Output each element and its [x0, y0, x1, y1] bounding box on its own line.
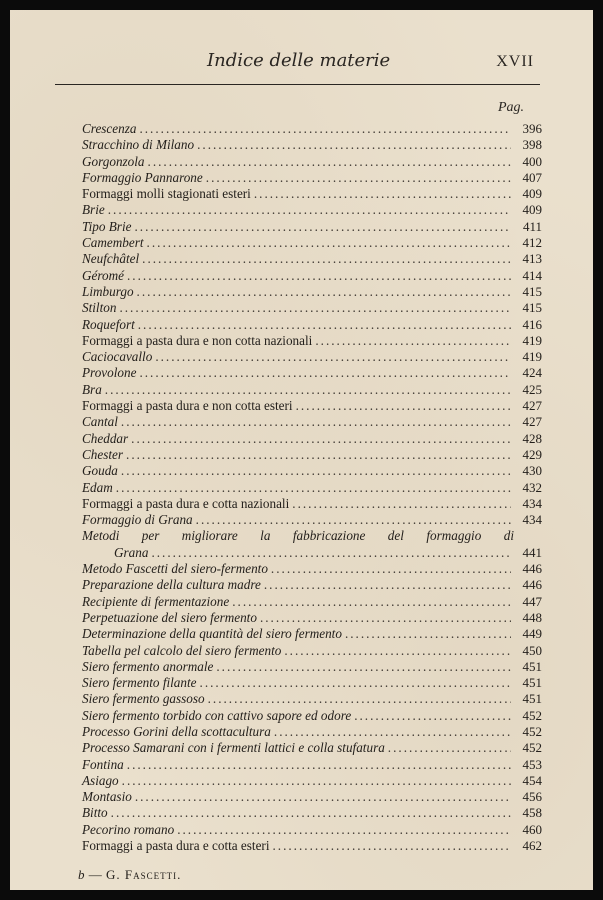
- toc-entry-page: 419: [522, 332, 542, 348]
- dot-leader: [116, 480, 511, 496]
- toc-entry-page: 452: [522, 707, 542, 723]
- toc-entry-title: Camembert: [82, 235, 144, 251]
- dot-leader: [272, 838, 511, 854]
- header-page-number: XVII: [496, 53, 534, 70]
- dot-leader: [122, 773, 511, 789]
- dot-leader: [135, 789, 511, 805]
- toc-word: la: [260, 528, 271, 544]
- toc-entry: [82, 154, 542, 170]
- toc-entry: [82, 610, 542, 626]
- toc-word: di: [503, 528, 514, 544]
- toc-entry-page: 396: [522, 121, 542, 136]
- running-header: [55, 48, 540, 85]
- dot-leader: [111, 805, 511, 821]
- toc-entry-title: Gouda: [82, 463, 118, 479]
- toc-entry: [82, 691, 542, 707]
- dot-leader: [260, 610, 511, 626]
- toc-entry-page: 415: [522, 300, 542, 316]
- toc-entry: [82, 822, 542, 838]
- toc-entry: [82, 773, 542, 789]
- toc-entry-title: Limburgo: [82, 283, 134, 299]
- toc-word: formaggio: [426, 528, 482, 544]
- dot-leader: [216, 659, 511, 675]
- dot-leader: [315, 333, 511, 349]
- dot-leader: [148, 154, 511, 170]
- dot-leader: [138, 317, 511, 333]
- toc-entry: [82, 251, 542, 267]
- toc-entry: [82, 757, 542, 773]
- dot-leader: [354, 708, 511, 724]
- toc-entry-page: 451: [522, 658, 542, 674]
- toc-word: per: [141, 528, 160, 544]
- toc-entry: [82, 170, 542, 186]
- toc-entry-page: 454: [522, 772, 542, 788]
- toc-entry-title: Formaggi a pasta dura e non cotta esteri: [82, 398, 293, 414]
- toc-entry-title: Formaggio di Grana: [82, 512, 193, 528]
- toc-entry-page: 447: [522, 593, 542, 609]
- toc-entry-page: 446: [522, 561, 542, 577]
- toc-entry-title: Edam: [82, 479, 113, 495]
- dot-leader: [121, 463, 511, 479]
- toc-entry-title: Bra: [82, 381, 102, 397]
- toc-entry-title: [82, 528, 542, 544]
- dot-leader: [127, 268, 511, 284]
- toc-entry: [82, 724, 542, 740]
- toc-entry-title: Asiago: [82, 772, 119, 788]
- toc-entry-title: Formaggio Pannarone: [82, 169, 203, 185]
- dot-leader: [345, 626, 511, 642]
- toc-entry-page: 409: [522, 202, 542, 218]
- toc-entry: [82, 708, 542, 724]
- dot-leader: [119, 300, 511, 316]
- toc-entry-page: 441: [522, 544, 542, 560]
- toc-word: fabbricazione: [292, 528, 366, 544]
- toc-entry: [82, 675, 542, 691]
- dot-leader: [271, 561, 511, 577]
- dot-leader: [254, 186, 511, 202]
- page-column-label: Pag.: [498, 100, 525, 115]
- toc-word: del: [387, 528, 404, 544]
- toc-entry-title: Siero fermento anormale: [82, 658, 214, 674]
- toc-entry: [82, 284, 542, 300]
- toc-entry-title: Roquefort: [82, 316, 135, 332]
- toc-entry-page: 434: [522, 512, 542, 528]
- toc-entry: [82, 219, 542, 235]
- toc-entry-title: Determinazione della quantità del siero fermento: [82, 626, 342, 642]
- toc-entry: [82, 789, 542, 805]
- toc-entry-title: Gorgonzola: [82, 153, 145, 169]
- toc-entry-page: 452: [522, 723, 542, 739]
- toc-entry: [82, 480, 542, 496]
- toc-word: migliorare: [181, 528, 238, 544]
- dot-leader: [131, 431, 511, 447]
- toc-entry-page: 451: [522, 691, 542, 707]
- dot-leader: [142, 251, 511, 267]
- toc-entry-page: 419: [522, 349, 542, 365]
- toc-entry-title: Fontina: [82, 756, 124, 772]
- toc-entry-page: 452: [522, 740, 542, 756]
- toc-entry: [82, 740, 542, 756]
- toc-entry-page: 430: [522, 463, 542, 479]
- dot-leader: [177, 822, 511, 838]
- toc-entry-title: Tipo Brie: [82, 218, 132, 234]
- header-title: Indice delle materie: [207, 50, 391, 71]
- toc-entry-page: 456: [522, 789, 542, 805]
- toc-entry-page: 458: [522, 805, 542, 821]
- dot-leader: [108, 202, 511, 218]
- dot-leader: [139, 121, 511, 137]
- dot-leader: [200, 675, 511, 691]
- toc-entry: [82, 186, 542, 202]
- dot-leader: [137, 284, 511, 300]
- dot-leader: [151, 545, 511, 561]
- dot-leader: [126, 447, 511, 463]
- toc-entry-title: Formaggi a pasta dura e cotta nazionali: [82, 495, 290, 511]
- toc-entry: [82, 137, 542, 153]
- toc-entry-title: Siero fermento torbido con cattivo sapore ed odore: [82, 707, 352, 723]
- toc-entry-page: 448: [522, 609, 542, 625]
- toc-entry-title: Caciocavallo: [82, 349, 153, 365]
- toc-entry-page: 425: [522, 381, 542, 397]
- footer-separator: —: [88, 867, 103, 882]
- dot-leader: [134, 219, 511, 235]
- toc-entry: [82, 414, 542, 430]
- toc-entry-title: Processo Gorini della scottacultura: [82, 723, 271, 739]
- toc-entry-title: Siero fermento filante: [82, 675, 197, 691]
- toc-entry-page: 432: [522, 479, 542, 495]
- toc-entry-page: 400: [522, 153, 542, 169]
- toc-entry-title: Chester: [82, 446, 124, 462]
- toc-entry-title: Cantal: [82, 414, 118, 430]
- toc-entry-page: 415: [522, 283, 542, 299]
- dot-leader: [284, 643, 511, 659]
- dot-leader: [232, 594, 511, 610]
- toc-entry-title: Géromé: [82, 267, 124, 283]
- toc-entry-title: Crescenza: [82, 121, 137, 136]
- dot-leader: [147, 235, 511, 251]
- toc-entry: [82, 268, 542, 284]
- toc-entry-page: 449: [522, 626, 542, 642]
- dot-leader: [274, 724, 511, 740]
- toc-entry-title: Perpetuazione del siero fermento: [82, 609, 257, 625]
- toc-entry-title: Stilton: [82, 300, 117, 316]
- toc-entry-page: 409: [522, 186, 542, 202]
- toc-entry-title: Montasio: [82, 789, 132, 805]
- signature-mark: b: [78, 867, 85, 882]
- toc-entry-page: 429: [522, 446, 542, 462]
- toc-entry-title: Brie: [82, 202, 105, 218]
- toc-entry-title: Neufchâtel: [82, 251, 140, 267]
- dot-leader: [292, 496, 511, 512]
- dot-leader: [197, 137, 511, 153]
- dot-leader: [296, 398, 511, 414]
- toc-entry-page: 398: [522, 137, 542, 153]
- toc-word: Metodi: [82, 528, 120, 544]
- toc-entry-page: 411: [522, 218, 542, 234]
- toc-entry: [82, 317, 542, 333]
- toc-entry: [82, 121, 542, 137]
- toc-entry: [82, 643, 542, 659]
- toc-entry-page: 450: [522, 642, 542, 658]
- toc-entry: [82, 528, 542, 544]
- toc-entry-title: Recipiente di fermentazione: [82, 593, 230, 609]
- toc-entry: [82, 349, 542, 365]
- toc-entry-page: 416: [522, 316, 542, 332]
- toc-entry: [82, 235, 542, 251]
- dot-leader: [139, 365, 511, 381]
- toc-entry: [82, 398, 542, 414]
- dot-leader: [105, 382, 511, 398]
- toc-entry-page: 427: [522, 398, 542, 414]
- toc-entry-title: Grana: [114, 544, 149, 560]
- toc-entry-title: Tabella pel calcolo del siero fermento: [82, 642, 282, 658]
- toc-entry-title: Siero fermento gassoso: [82, 691, 205, 707]
- toc-entry: [82, 512, 542, 528]
- toc-entry-title: Provolone: [82, 365, 137, 381]
- toc-entry: [82, 594, 542, 610]
- dot-leader: [264, 577, 511, 593]
- toc-entry-page: 451: [522, 675, 542, 691]
- dot-leader: [206, 170, 511, 186]
- toc-entry-page: 414: [522, 267, 542, 283]
- dot-leader: [155, 349, 511, 365]
- toc-entry-page: 428: [522, 430, 542, 446]
- toc-entry-page: 407: [522, 169, 542, 185]
- toc-entry-title: Preparazione della cultura madre: [82, 577, 261, 593]
- dot-leader: [196, 512, 511, 528]
- toc-entry: [82, 202, 542, 218]
- toc-entry-title: Metodo Fascetti del siero-fermento: [82, 561, 268, 577]
- book-page: [10, 10, 593, 890]
- dot-leader: [127, 757, 511, 773]
- toc-entry: [82, 300, 542, 316]
- toc-entry: [82, 496, 542, 512]
- footer-author: G. Fascetti.: [106, 867, 182, 882]
- toc-entry: [82, 333, 542, 349]
- toc-entry-page: 412: [522, 235, 542, 251]
- toc-entry-page: 434: [522, 495, 542, 511]
- toc-entry: [82, 805, 542, 821]
- toc-entry-title: Cheddar: [82, 430, 129, 446]
- toc-entry: [82, 545, 542, 561]
- toc-entry-page: 424: [522, 365, 542, 381]
- toc-entry-title: Processo Samarani con i fermenti lattici e colla stufatura: [82, 740, 385, 756]
- page-footer: [78, 867, 181, 883]
- toc-entry-page: 460: [522, 821, 542, 837]
- toc-entry: [82, 431, 542, 447]
- toc-entry-page: 446: [522, 577, 542, 593]
- toc-entry: [82, 838, 542, 854]
- dot-leader: [388, 740, 511, 756]
- toc-entry-page: 427: [522, 414, 542, 430]
- toc-entry-title: Formaggi molli stagionati esteri: [82, 186, 251, 202]
- toc-entry: [82, 659, 542, 675]
- table-of-contents: [82, 121, 542, 854]
- toc-entry-title: Formaggi a pasta dura e cotta esteri: [82, 838, 270, 854]
- toc-entry-page: 462: [522, 838, 542, 854]
- toc-entry: [82, 577, 542, 593]
- toc-entry: [82, 382, 542, 398]
- toc-entry-title: Bitto: [82, 805, 108, 821]
- dot-leader: [121, 414, 511, 430]
- toc-entry: [82, 626, 542, 642]
- toc-entry-title: Stracchino di Milano: [82, 137, 195, 153]
- toc-entry-title: Formaggi a pasta dura e non cotta nazionali: [82, 332, 313, 348]
- toc-entry-title: Pecorino romano: [82, 821, 175, 837]
- toc-entry-page: 453: [522, 756, 542, 772]
- dot-leader: [208, 691, 511, 707]
- toc-entry: [82, 447, 542, 463]
- toc-entry: [82, 365, 542, 381]
- toc-entry-page: 413: [522, 251, 542, 267]
- toc-entry: [82, 561, 542, 577]
- toc-entry: [82, 463, 542, 479]
